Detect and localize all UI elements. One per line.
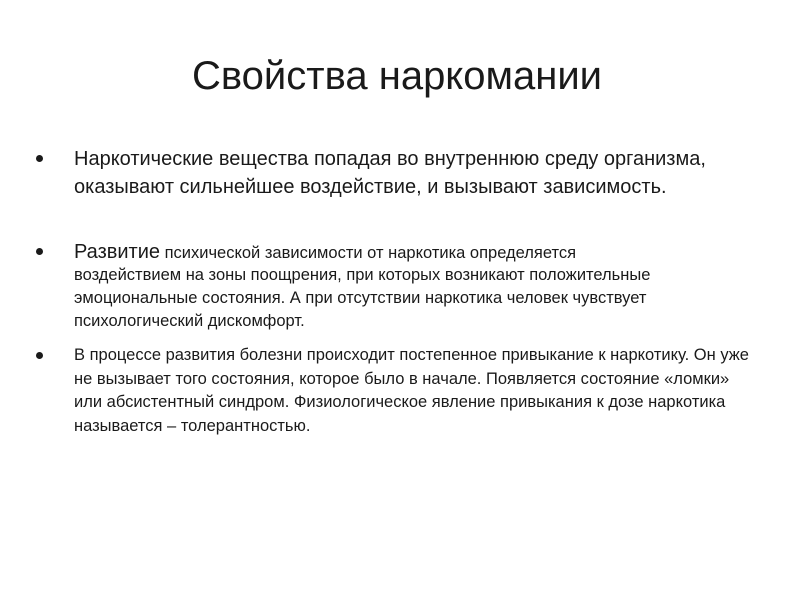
bullet-dot-icon [36, 248, 43, 255]
bullet-text: Наркотические вещества попадая во внутреннюю среду организма, оказывают сильнейшее воздействие, и вызывают зависимость. [74, 148, 706, 198]
bullet-text: В процессе развития болезни происходит постепенное привыкание к наркотику. Он уже не вызывает того состояния, которое было в начале. Появляется состояние «ломки» или абсистентный синдром. Физиологическое явление привыкания к дозе наркотика называется – толерантностью. [74, 346, 749, 435]
bullet-item-2 [74, 238, 754, 333]
bullet-dot-icon [36, 155, 43, 162]
bullet-dot-icon [36, 352, 43, 359]
bullet-first-line-rest: психической зависимости от наркотика определяется [160, 244, 577, 262]
bullet-lead-word: Развитие [74, 241, 160, 263]
bullet-text: воздействием на зоны поощрения, при которых возникают положительные эмоциональные состояния. А при отсутствии наркотика человек чувствует психологический дискомфорт. [74, 266, 651, 330]
bullet-item-3 [74, 344, 754, 438]
slide-title: Свойства наркомании [191, 54, 603, 98]
bullet-first-line [74, 238, 754, 267]
bullet-item-1 [74, 145, 754, 201]
